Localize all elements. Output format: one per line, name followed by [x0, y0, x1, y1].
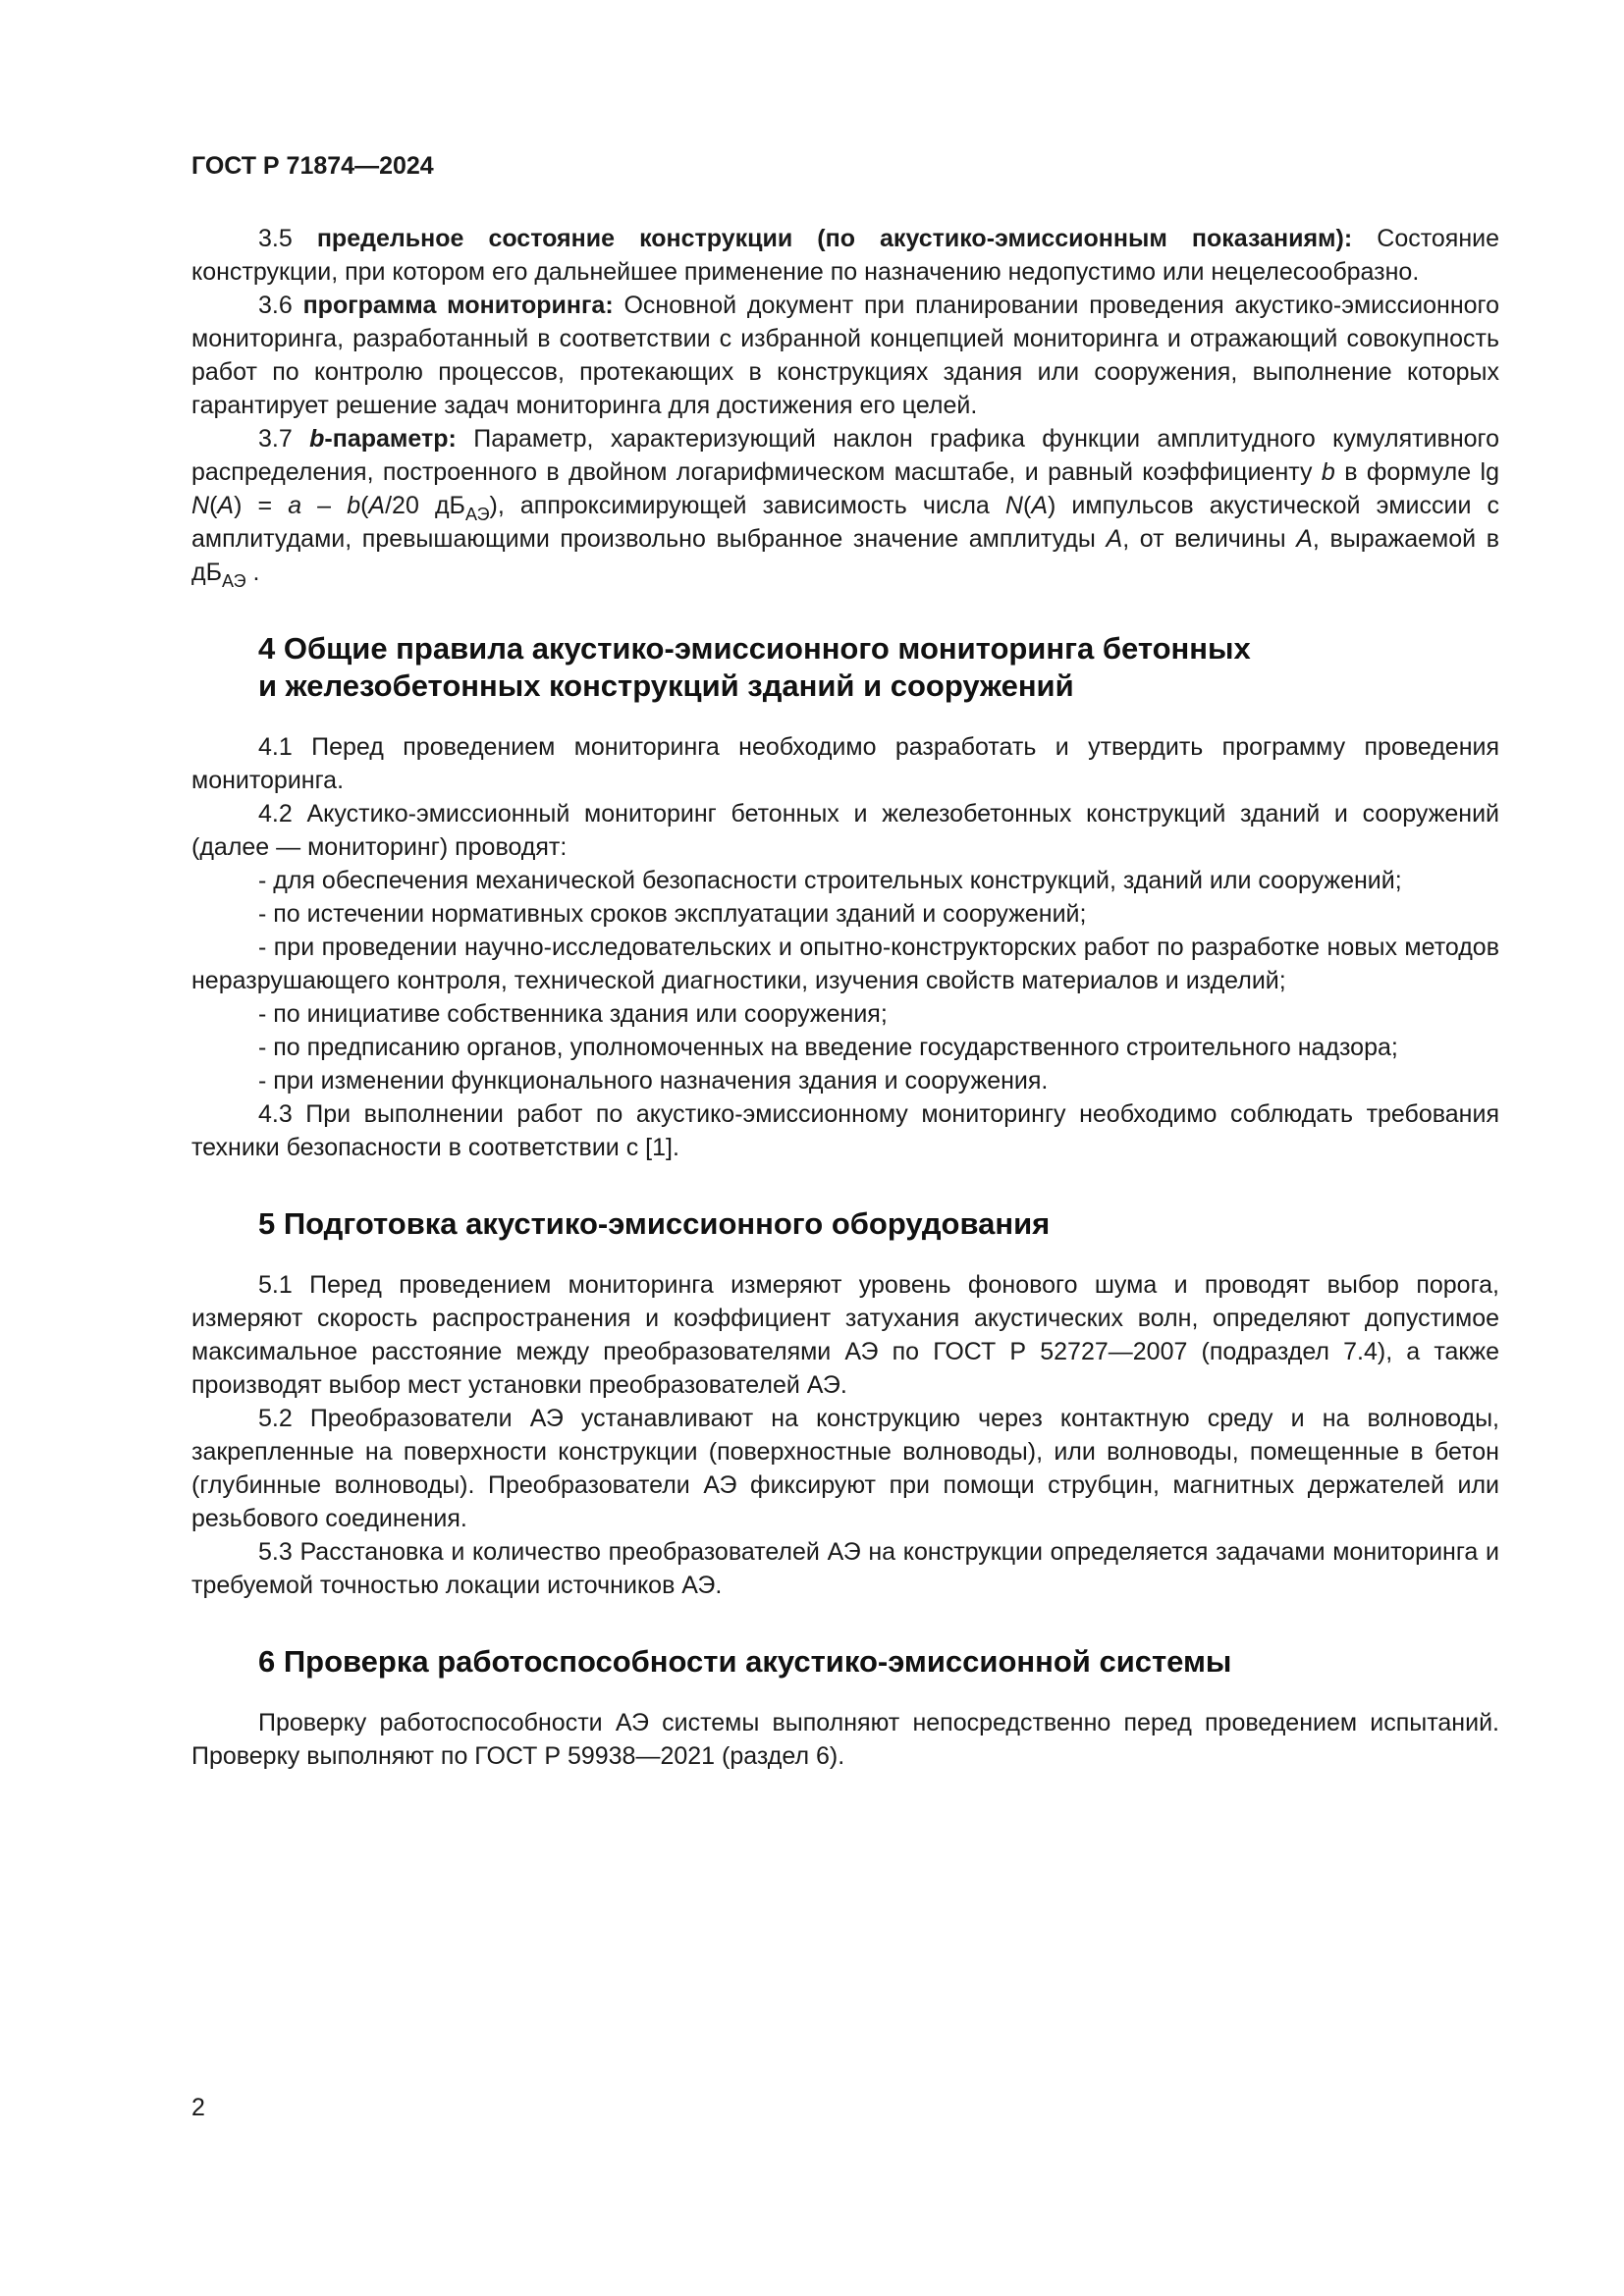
definition-text: , от величины — [1122, 525, 1286, 553]
symbol-n: N — [1004, 492, 1023, 519]
definition-text: /20 дБ — [385, 492, 465, 519]
heading-line: и железобетонных конструкций зданий и сооружений — [258, 668, 1074, 703]
document-body — [191, 222, 1499, 1773]
clause-number: 3.7 — [258, 425, 293, 453]
symbol-n: N — [191, 492, 210, 519]
definition: Состояние конструкции, при котором его дальнейшее применение по назначению недопустимо или нецелесообразно. — [191, 225, 1500, 286]
symbol-a: A — [1296, 525, 1313, 553]
list-item: - при проведении научно-исследовательских и опытно-конструкторских работ по разработке новых методов неразрушающего контроля, технической диагностики, изучения свойств материалов и изделий; — [191, 934, 1499, 994]
symbol-b: b — [347, 492, 361, 519]
definition-text: в формуле lg — [1344, 458, 1499, 486]
section-5-heading: 5 Подготовка акустико-эмиссионного оборудования — [258, 1206, 1051, 1241]
subscript: АЭ — [222, 571, 246, 591]
definition-text: Параметр, характеризующий наклон графика функции амплитудного кумулятивного распределения, построенного в двойном логарифмическом масштабе, и равный коэффициенту — [191, 425, 1500, 486]
definition-text: . — [245, 559, 260, 586]
symbol-a: A — [1106, 525, 1123, 553]
symbol-a: A — [368, 492, 386, 519]
definition: Основной документ при планировании проведения акустико-эмиссионного мониторинга, разработанный в соответствии с избранной концепцией мониторинга и отражающий совокупность работ по контролю процессов, протекающих в конструкциях здания или сооружения, выполнение которых гарантирует решение задач мониторинга для достижения его целей. — [191, 292, 1499, 419]
symbol-a-lower: a — [288, 492, 302, 519]
paragraph-3-6 — [191, 289, 1499, 422]
definition-text: ) = — [234, 492, 289, 519]
paragraph-3-5 — [191, 222, 1499, 289]
paragraph-4-2: 4.2 Акустико-эмиссионный мониторинг бетонных и железобетонных конструкций зданий и сооружений (далее — мониторинг) проводят: — [191, 800, 1499, 861]
list-item: - по предписанию органов, уполномоченных на введение государственного строительного надзора; — [258, 1034, 1398, 1061]
paragraph-4-1: 4.1 Перед проведением мониторинга необходимо разработать и утвердить программу проведения мониторинга. — [191, 733, 1499, 794]
term-symbol: b — [309, 425, 325, 453]
paragraph-4-3: 4.3 При выполнении работ по акустико-эмиссионному мониторингу необходимо соблюдать требования техники безопасности в соответствии с [1]. — [191, 1100, 1499, 1161]
minus-sign: – — [301, 492, 348, 519]
paragraph-5-2: 5.2 Преобразователи АЭ устанавливают на конструкцию через контактную среду и на волноводы, закрепленные на поверхности конструкции (поверхностные волноводы), или волноводы, помещенные в бетон (глубинные волноводы). Преобразователи АЭ фиксируют при помощи струбцин, магнитных держателей или резьбового соединения. — [191, 1405, 1499, 1532]
term: -параметр: — [324, 425, 457, 453]
document-header: ГОСТ Р 71874—2024 — [191, 152, 434, 180]
definition-text: ), аппроксимирующей зависимость числа — [489, 492, 990, 519]
clause-number: 3.5 — [258, 225, 293, 252]
symbol-a: A — [1031, 492, 1048, 519]
section-4-heading — [191, 630, 1499, 705]
list-item: - по истечении нормативных сроков эксплуатации зданий и сооружений; — [258, 900, 1087, 928]
term: программа мониторинга: — [302, 292, 614, 319]
definition-text: , выражаемой в дБ — [191, 525, 1499, 586]
heading-line: 4 Общие правила акустико-эмиссионного мониторинга бетонных — [258, 631, 1251, 666]
subscript: АЭ — [464, 505, 490, 524]
page-number: 2 — [191, 2094, 205, 2121]
clause-number: 3.6 — [258, 292, 293, 319]
paragraph-6: Проверку работоспособности АЭ системы выполняют непосредственно перед проведением испытаний. Проверку выполняют по ГОСТ Р 59938—2021 (раздел 6). — [191, 1709, 1499, 1770]
symbol-b: b — [1321, 458, 1335, 486]
list-item: - при изменении функционального назначения здания и сооружения. — [258, 1067, 1049, 1095]
paragraph-5-1: 5.1 Перед проведением мониторинга измеряют уровень фонового шума и проводят выбор порога, измеряют скорость распространения и коэффициент затухания акустических волн, определяют допустимое максимальное расстояние между преобразователями АЭ по ГОСТ Р 52727—2007 (подраздел 7.4), а также производят выбор мест установки преобразователей АЭ. — [191, 1271, 1499, 1399]
paragraph-3-7: 3.7 b-параметр: Параметр, характеризующий наклон графика функции амплитудного кумулятивного распределения, построенного в двойном логарифмическом масштабе, и равный коэффициенту b в формуле lg N(A) = a – b(A/20 $дБ_{АЭ}$), аппроксимирующей зависимость числа N(A) импульсов акустической эмиссии с амплитудами, превышающими произвольно выбранное значение амплитуды A, от величины A, выражаемой в $дБ_{АЭ}$ . — [191, 425, 1500, 591]
section-6-heading: 6 Проверка работоспособности акустико-эмиссионной системы — [258, 1644, 1232, 1679]
definition-text: ) импульсов акустической эмиссии с амплитудами, превышающими произвольно выбранное значение амплитуды — [191, 492, 1500, 553]
symbol-a: A — [217, 492, 235, 519]
paragraph-5-3: 5.3 Расстановка и количество преобразователей АЭ на конструкции определяется задачами мониторинга и требуемой точностью локации источников АЭ. — [191, 1538, 1499, 1599]
list-item: - для обеспечения механической безопасности строительных конструкций, зданий или сооружений; — [258, 867, 1402, 894]
list-item: - по инициативе собственника здания или сооружения; — [258, 1000, 888, 1028]
term: предельное состояние конструкции (по акустико-эмиссионным показаниям): — [316, 225, 1353, 252]
